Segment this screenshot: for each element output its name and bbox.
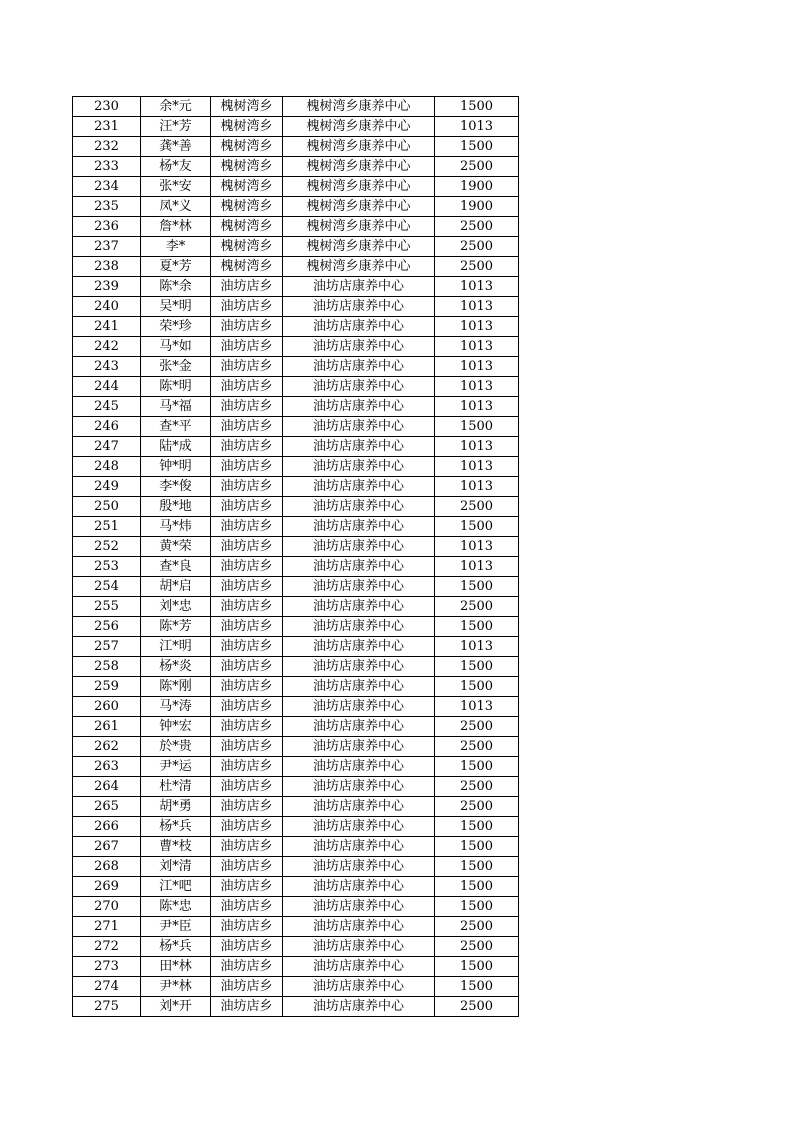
name-cell: 杜*清: [141, 777, 211, 797]
amount-cell: 2500: [435, 937, 519, 957]
amount-cell: 1500: [435, 817, 519, 837]
township-cell: 油坊店乡: [211, 877, 283, 897]
table-row: [73, 457, 519, 477]
serial-number-cell: 273: [73, 957, 141, 977]
table-row: [73, 757, 519, 777]
township-cell: 槐树湾乡: [211, 237, 283, 257]
name-cell: 江*吧: [141, 877, 211, 897]
amount-cell: 1500: [435, 877, 519, 897]
serial-number-cell: 257: [73, 637, 141, 657]
table-row: [73, 797, 519, 817]
care-center-cell: 槐树湾乡康养中心: [283, 157, 435, 177]
serial-number-cell: 265: [73, 797, 141, 817]
table-row: [73, 597, 519, 617]
serial-number-cell: 253: [73, 557, 141, 577]
township-cell: 油坊店乡: [211, 517, 283, 537]
serial-number-cell: 256: [73, 617, 141, 637]
table-row: [73, 817, 519, 837]
township-cell: 油坊店乡: [211, 377, 283, 397]
serial-number-cell: 272: [73, 937, 141, 957]
name-cell: 荣*珍: [141, 317, 211, 337]
serial-number-cell: 271: [73, 917, 141, 937]
amount-cell: 1500: [435, 897, 519, 917]
table-row: [73, 657, 519, 677]
care-center-cell: 油坊店康养中心: [283, 597, 435, 617]
care-center-cell: 油坊店康养中心: [283, 337, 435, 357]
name-cell: 李*: [141, 237, 211, 257]
amount-cell: 1500: [435, 837, 519, 857]
table-row: [73, 137, 519, 157]
name-cell: 尹*运: [141, 757, 211, 777]
care-center-cell: 油坊店康养中心: [283, 657, 435, 677]
name-cell: 杨*兵: [141, 937, 211, 957]
amount-cell: 1013: [435, 397, 519, 417]
township-cell: 油坊店乡: [211, 497, 283, 517]
table-row: [73, 237, 519, 257]
name-cell: 张*金: [141, 357, 211, 377]
serial-number-cell: 245: [73, 397, 141, 417]
township-cell: 油坊店乡: [211, 957, 283, 977]
amount-cell: 2500: [435, 597, 519, 617]
care-center-cell: 油坊店康养中心: [283, 977, 435, 997]
township-cell: 油坊店乡: [211, 977, 283, 997]
township-cell: 油坊店乡: [211, 677, 283, 697]
name-cell: 詹*林: [141, 217, 211, 237]
table-row: [73, 677, 519, 697]
name-cell: 余*元: [141, 97, 211, 117]
table-row: [73, 777, 519, 797]
table-row: [73, 977, 519, 997]
name-cell: 马*如: [141, 337, 211, 357]
name-cell: 尹*林: [141, 977, 211, 997]
amount-cell: 2500: [435, 217, 519, 237]
serial-number-cell: 240: [73, 297, 141, 317]
serial-number-cell: 248: [73, 457, 141, 477]
name-cell: 黄*荣: [141, 537, 211, 557]
amount-cell: 1500: [435, 977, 519, 997]
table-row: [73, 157, 519, 177]
name-cell: 陈*刚: [141, 677, 211, 697]
care-center-cell: 槐树湾乡康养中心: [283, 217, 435, 237]
serial-number-cell: 250: [73, 497, 141, 517]
amount-cell: 1500: [435, 517, 519, 537]
township-cell: 槐树湾乡: [211, 257, 283, 277]
table-row: [73, 377, 519, 397]
serial-number-cell: 234: [73, 177, 141, 197]
township-cell: 油坊店乡: [211, 777, 283, 797]
serial-number-cell: 266: [73, 817, 141, 837]
table-row: [73, 837, 519, 857]
township-cell: 油坊店乡: [211, 477, 283, 497]
serial-number-cell: 241: [73, 317, 141, 337]
care-center-cell: 槐树湾乡康养中心: [283, 137, 435, 157]
care-center-cell: 油坊店康养中心: [283, 497, 435, 517]
township-cell: 槐树湾乡: [211, 217, 283, 237]
table-row: [73, 477, 519, 497]
amount-cell: 1013: [435, 477, 519, 497]
township-cell: 油坊店乡: [211, 457, 283, 477]
township-cell: 油坊店乡: [211, 937, 283, 957]
amount-cell: 2500: [435, 917, 519, 937]
name-cell: 张*安: [141, 177, 211, 197]
serial-number-cell: 247: [73, 437, 141, 457]
name-cell: 於*贵: [141, 737, 211, 757]
table-row: [73, 317, 519, 337]
name-cell: 查*平: [141, 417, 211, 437]
care-center-cell: 油坊店康养中心: [283, 837, 435, 857]
care-center-cell: 油坊店康养中心: [283, 317, 435, 337]
serial-number-cell: 259: [73, 677, 141, 697]
care-center-cell: 油坊店康养中心: [283, 417, 435, 437]
amount-cell: 2500: [435, 797, 519, 817]
table-row: [73, 357, 519, 377]
care-center-cell: 油坊店康养中心: [283, 437, 435, 457]
township-cell: 油坊店乡: [211, 317, 283, 337]
amount-cell: 1013: [435, 557, 519, 577]
amount-cell: 1500: [435, 657, 519, 677]
name-cell: 陆*成: [141, 437, 211, 457]
amount-cell: 1013: [435, 297, 519, 317]
serial-number-cell: 233: [73, 157, 141, 177]
care-center-cell: 油坊店康养中心: [283, 377, 435, 397]
serial-number-cell: 267: [73, 837, 141, 857]
table-row: [73, 697, 519, 717]
township-cell: 油坊店乡: [211, 717, 283, 737]
table-row: [73, 717, 519, 737]
care-center-cell: 油坊店康养中心: [283, 897, 435, 917]
care-center-cell: 油坊店康养中心: [283, 817, 435, 837]
serial-number-cell: 246: [73, 417, 141, 437]
township-cell: 油坊店乡: [211, 597, 283, 617]
table-row: [73, 437, 519, 457]
care-center-cell: 油坊店康养中心: [283, 877, 435, 897]
township-cell: 油坊店乡: [211, 797, 283, 817]
amount-cell: 1900: [435, 197, 519, 217]
township-cell: 油坊店乡: [211, 337, 283, 357]
name-cell: 曹*枝: [141, 837, 211, 857]
amount-cell: 2500: [435, 717, 519, 737]
table-row: [73, 617, 519, 637]
township-cell: 油坊店乡: [211, 817, 283, 837]
serial-number-cell: 275: [73, 997, 141, 1017]
township-cell: 油坊店乡: [211, 617, 283, 637]
name-cell: 陈*芳: [141, 617, 211, 637]
amount-cell: 1013: [435, 277, 519, 297]
name-cell: 刘*清: [141, 857, 211, 877]
serial-number-cell: 235: [73, 197, 141, 217]
table-row: [73, 497, 519, 517]
amount-cell: 1013: [435, 537, 519, 557]
care-center-cell: 油坊店康养中心: [283, 397, 435, 417]
care-center-cell: 油坊店康养中心: [283, 917, 435, 937]
name-cell: 陈*明: [141, 377, 211, 397]
township-cell: 油坊店乡: [211, 757, 283, 777]
care-center-cell: 油坊店康养中心: [283, 757, 435, 777]
care-center-cell: 油坊店康养中心: [283, 777, 435, 797]
township-cell: 槐树湾乡: [211, 97, 283, 117]
name-cell: 陈*忠: [141, 897, 211, 917]
township-cell: 油坊店乡: [211, 557, 283, 577]
serial-number-cell: 232: [73, 137, 141, 157]
table-row: [73, 737, 519, 757]
amount-cell: 2500: [435, 997, 519, 1017]
amount-cell: 1013: [435, 697, 519, 717]
amount-cell: 1500: [435, 757, 519, 777]
table-row: [73, 337, 519, 357]
amount-cell: 1500: [435, 957, 519, 977]
township-cell: 油坊店乡: [211, 697, 283, 717]
care-center-cell: 油坊店康养中心: [283, 537, 435, 557]
township-cell: 油坊店乡: [211, 357, 283, 377]
township-cell: 油坊店乡: [211, 917, 283, 937]
township-cell: 油坊店乡: [211, 997, 283, 1017]
serial-number-cell: 263: [73, 757, 141, 777]
care-center-cell: 油坊店康养中心: [283, 937, 435, 957]
name-cell: 夏*芳: [141, 257, 211, 277]
township-cell: 槐树湾乡: [211, 137, 283, 157]
amount-cell: 2500: [435, 237, 519, 257]
amount-cell: 2500: [435, 737, 519, 757]
table-row: [73, 397, 519, 417]
table-row: [73, 917, 519, 937]
amount-cell: 1500: [435, 617, 519, 637]
care-center-cell: 槐树湾乡康养中心: [283, 197, 435, 217]
table-row: [73, 897, 519, 917]
care-center-cell: 槐树湾乡康养中心: [283, 257, 435, 277]
care-center-cell: 油坊店康养中心: [283, 697, 435, 717]
serial-number-cell: 258: [73, 657, 141, 677]
township-cell: 油坊店乡: [211, 637, 283, 657]
name-cell: 杨*炎: [141, 657, 211, 677]
amount-cell: 2500: [435, 777, 519, 797]
serial-number-cell: 239: [73, 277, 141, 297]
table-row: [73, 997, 519, 1017]
table-row: [73, 937, 519, 957]
amount-cell: 1500: [435, 97, 519, 117]
serial-number-cell: 270: [73, 897, 141, 917]
table-row: [73, 957, 519, 977]
serial-number-cell: 244: [73, 377, 141, 397]
amount-cell: 1013: [435, 357, 519, 377]
township-cell: 槐树湾乡: [211, 117, 283, 137]
serial-number-cell: 243: [73, 357, 141, 377]
care-center-cell: 油坊店康养中心: [283, 277, 435, 297]
care-center-cell: 槐树湾乡康养中心: [283, 237, 435, 257]
serial-number-cell: 238: [73, 257, 141, 277]
care-center-cell: 槐树湾乡康养中心: [283, 117, 435, 137]
name-cell: 汪*芳: [141, 117, 211, 137]
table-row: [73, 257, 519, 277]
township-cell: 油坊店乡: [211, 417, 283, 437]
amount-cell: 2500: [435, 257, 519, 277]
table-row: [73, 557, 519, 577]
care-center-cell: 油坊店康养中心: [283, 577, 435, 597]
name-cell: 田*林: [141, 957, 211, 977]
amount-cell: 1500: [435, 677, 519, 697]
township-cell: 油坊店乡: [211, 577, 283, 597]
care-center-cell: 油坊店康养中心: [283, 617, 435, 637]
name-cell: 马*炜: [141, 517, 211, 537]
name-cell: 江*明: [141, 637, 211, 657]
amount-cell: 2500: [435, 497, 519, 517]
serial-number-cell: 269: [73, 877, 141, 897]
township-cell: 油坊店乡: [211, 657, 283, 677]
serial-number-cell: 242: [73, 337, 141, 357]
name-cell: 钟*宏: [141, 717, 211, 737]
care-center-cell: 油坊店康养中心: [283, 477, 435, 497]
serial-number-cell: 260: [73, 697, 141, 717]
amount-cell: 1013: [435, 637, 519, 657]
table-row: [73, 177, 519, 197]
serial-number-cell: 264: [73, 777, 141, 797]
amount-cell: 1900: [435, 177, 519, 197]
table-row: [73, 117, 519, 137]
name-cell: 胡*启: [141, 577, 211, 597]
township-cell: 油坊店乡: [211, 897, 283, 917]
amount-cell: 1013: [435, 317, 519, 337]
name-cell: 钟*明: [141, 457, 211, 477]
care-center-cell: 油坊店康养中心: [283, 517, 435, 537]
amount-cell: 1500: [435, 577, 519, 597]
table-row: [73, 417, 519, 437]
care-center-cell: 油坊店康养中心: [283, 797, 435, 817]
serial-number-cell: 236: [73, 217, 141, 237]
care-center-cell: 槐树湾乡康养中心: [283, 177, 435, 197]
care-center-cell: 油坊店康养中心: [283, 957, 435, 977]
name-cell: 马*涛: [141, 697, 211, 717]
township-cell: 油坊店乡: [211, 397, 283, 417]
serial-number-cell: 249: [73, 477, 141, 497]
amount-cell: 1013: [435, 437, 519, 457]
care-center-cell: 油坊店康养中心: [283, 677, 435, 697]
township-cell: 槐树湾乡: [211, 157, 283, 177]
township-cell: 油坊店乡: [211, 837, 283, 857]
township-cell: 槐树湾乡: [211, 197, 283, 217]
township-cell: 油坊店乡: [211, 737, 283, 757]
name-cell: 刘*开: [141, 997, 211, 1017]
serial-number-cell: 254: [73, 577, 141, 597]
name-cell: 龚*善: [141, 137, 211, 157]
table-row: [73, 297, 519, 317]
care-center-cell: 油坊店康养中心: [283, 457, 435, 477]
care-center-cell: 油坊店康养中心: [283, 857, 435, 877]
serial-number-cell: 262: [73, 737, 141, 757]
care-center-cell: 油坊店康养中心: [283, 297, 435, 317]
table-row: [73, 197, 519, 217]
serial-number-cell: 261: [73, 717, 141, 737]
serial-number-cell: 252: [73, 537, 141, 557]
table-row: [73, 637, 519, 657]
table-row: [73, 277, 519, 297]
care-center-cell: 油坊店康养中心: [283, 637, 435, 657]
table-row: [73, 217, 519, 237]
serial-number-cell: 255: [73, 597, 141, 617]
serial-number-cell: 231: [73, 117, 141, 137]
name-cell: 李*俊: [141, 477, 211, 497]
table-row: [73, 857, 519, 877]
name-cell: 查*良: [141, 557, 211, 577]
table-row: [73, 517, 519, 537]
amount-cell: 1013: [435, 377, 519, 397]
name-cell: 杨*友: [141, 157, 211, 177]
amount-cell: 1013: [435, 337, 519, 357]
name-cell: 胡*勇: [141, 797, 211, 817]
serial-number-cell: 251: [73, 517, 141, 537]
care-center-cell: 油坊店康养中心: [283, 717, 435, 737]
township-cell: 油坊店乡: [211, 277, 283, 297]
table-row: [73, 877, 519, 897]
township-cell: 油坊店乡: [211, 297, 283, 317]
serial-number-cell: 274: [73, 977, 141, 997]
township-cell: 槐树湾乡: [211, 177, 283, 197]
amount-cell: 1500: [435, 857, 519, 877]
township-cell: 油坊店乡: [211, 537, 283, 557]
name-cell: 吴*明: [141, 297, 211, 317]
care-center-cell: 油坊店康养中心: [283, 557, 435, 577]
name-cell: 陈*余: [141, 277, 211, 297]
name-cell: 马*福: [141, 397, 211, 417]
allowance-table: [72, 96, 519, 1017]
name-cell: 杨*兵: [141, 817, 211, 837]
township-cell: 油坊店乡: [211, 437, 283, 457]
name-cell: 凤*义: [141, 197, 211, 217]
name-cell: 尹*臣: [141, 917, 211, 937]
amount-cell: 1013: [435, 117, 519, 137]
care-center-cell: 油坊店康养中心: [283, 357, 435, 377]
table-row: [73, 537, 519, 557]
table-body: [73, 97, 519, 1017]
amount-cell: 2500: [435, 157, 519, 177]
table-row: [73, 97, 519, 117]
care-center-cell: 油坊店康养中心: [283, 997, 435, 1017]
care-center-cell: 油坊店康养中心: [283, 737, 435, 757]
name-cell: 殷*地: [141, 497, 211, 517]
serial-number-cell: 268: [73, 857, 141, 877]
care-center-cell: 槐树湾乡康养中心: [283, 97, 435, 117]
township-cell: 油坊店乡: [211, 857, 283, 877]
serial-number-cell: 237: [73, 237, 141, 257]
name-cell: 刘*忠: [141, 597, 211, 617]
amount-cell: 1500: [435, 137, 519, 157]
serial-number-cell: 230: [73, 97, 141, 117]
amount-cell: 1013: [435, 457, 519, 477]
amount-cell: 1500: [435, 417, 519, 437]
table-row: [73, 577, 519, 597]
